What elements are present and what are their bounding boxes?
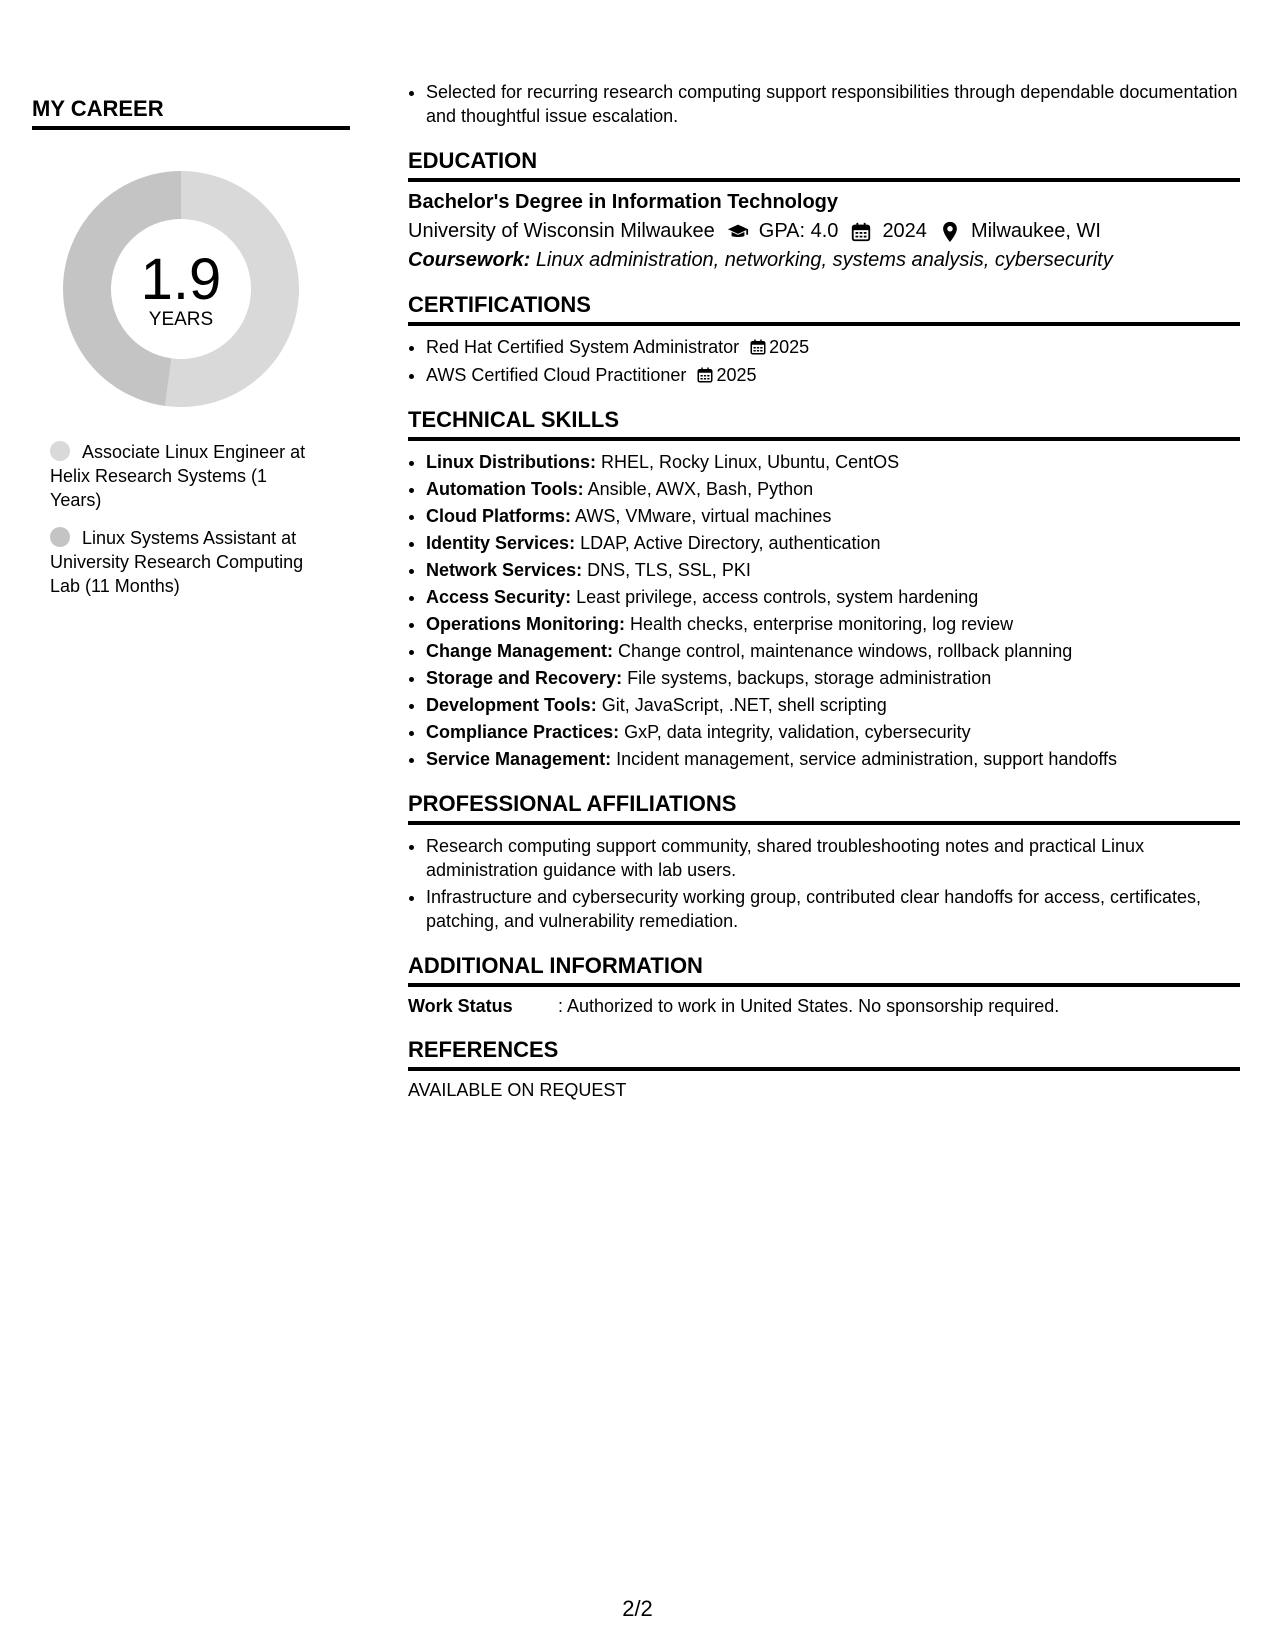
additional-heading: ADDITIONAL INFORMATION xyxy=(408,953,1240,987)
total-years-label: YEARS xyxy=(148,309,214,330)
skill-value: Change control, maintenance windows, rollback planning xyxy=(618,641,1073,661)
list-item xyxy=(426,747,1240,771)
education-details xyxy=(408,220,1240,243)
references-heading: REFERENCES xyxy=(408,1037,1240,1071)
skill-value: RHEL, Rocky Linux, Ubuntu, CentOS xyxy=(601,452,900,472)
list-item xyxy=(426,363,1240,387)
skill-value: DNS, TLS, SSL, PKI xyxy=(587,560,751,580)
list-item xyxy=(426,531,1240,555)
coursework-text: Linux administration, networking, systems analysis, cybersecurity xyxy=(535,249,1113,271)
experience-tail-list xyxy=(408,80,1240,128)
map-pin-icon xyxy=(939,221,961,243)
graduation-cap-icon xyxy=(727,221,749,243)
career-donut-chart xyxy=(56,164,306,414)
school-location: Milwaukee, WI xyxy=(970,220,1101,242)
legend-label: Associate Linux Engineer at Helix Research Systems (1 Years) xyxy=(50,442,306,510)
skill-label: Network Services: xyxy=(426,560,583,580)
list-item xyxy=(426,666,1240,690)
list-item: • Infrastructure and cybersecurity working group, contributed clear handoffs for access, certificates, patching, and vulnerability remediation. xyxy=(426,885,1240,933)
skill-value: File systems, backups, storage administration xyxy=(627,668,992,688)
skill-label: Compliance Practices: xyxy=(426,722,620,742)
skills-heading: TECHNICAL SKILLS xyxy=(408,407,1240,441)
donut-center xyxy=(56,164,306,414)
skill-label: Change Management: xyxy=(426,641,614,661)
list-item xyxy=(426,585,1240,609)
graduation-year: 2024 xyxy=(882,220,927,242)
calendar-icon xyxy=(696,366,714,384)
list-item xyxy=(426,612,1240,636)
list-item: • Selected for recurring research computing support responsibilities through dependable documentation and thoughtful issue escalation. xyxy=(426,80,1240,128)
skill-value: Git, JavaScript, .NET, shell scripting xyxy=(601,695,887,715)
legend-item xyxy=(50,526,320,598)
cert-name: AWS Certified Cloud Practitioner xyxy=(426,365,687,385)
skill-label: Linux Distributions: xyxy=(426,452,596,472)
calendar-icon xyxy=(850,221,872,243)
certifications-heading: CERTIFICATIONS xyxy=(408,292,1240,326)
list-item xyxy=(426,335,1240,359)
list-item xyxy=(426,693,1240,717)
skill-value: Least privilege, access controls, system hardening xyxy=(576,587,979,607)
legend-dot-icon xyxy=(50,527,70,547)
skill-label: Cloud Platforms: xyxy=(426,506,572,526)
list-item xyxy=(426,720,1240,744)
cert-year: 2025 xyxy=(769,337,810,357)
skill-label: Identity Services: xyxy=(426,533,576,553)
work-status-label: Work Status xyxy=(408,996,513,1016)
affiliations-heading: PROFESSIONAL AFFILIATIONS xyxy=(408,791,1240,825)
degree-title: Bachelor's Degree in Information Technology xyxy=(408,191,839,213)
total-years-value: 1.9 xyxy=(140,247,222,312)
list-item xyxy=(426,639,1240,663)
cert-name: Red Hat Certified System Administrator xyxy=(426,337,740,357)
references-text: AVAILABLE ON REQUEST xyxy=(408,1080,627,1100)
career-title: MY CAREER xyxy=(32,96,350,130)
legend-dot-icon xyxy=(50,441,70,461)
skill-label: Access Security: xyxy=(426,587,572,607)
skill-label: Automation Tools: xyxy=(426,479,584,499)
cert-year: 2025 xyxy=(716,365,757,385)
education-heading: EDUCATION xyxy=(408,148,1240,182)
coursework-label: Coursework: xyxy=(408,249,531,271)
legend-item xyxy=(50,440,320,512)
skill-value: Incident management, service administration, support handoffs xyxy=(616,749,1118,769)
list-item xyxy=(426,504,1240,528)
calendar-icon xyxy=(749,338,767,356)
career-legend xyxy=(32,440,350,598)
skills-list xyxy=(408,450,1240,771)
school-name: University of Wisconsin Milwaukee xyxy=(408,220,715,242)
skill-label: Operations Monitoring: xyxy=(426,614,625,634)
main-column xyxy=(408,80,1240,1101)
legend-label: Linux Systems Assistant at University Research Computing Lab (11 Months) xyxy=(50,528,304,596)
skill-label: Development Tools: xyxy=(426,695,597,715)
page-number: 2/2 xyxy=(622,1596,653,1621)
skill-value: LDAP, Active Directory, authentication xyxy=(580,533,881,553)
skill-label: Service Management: xyxy=(426,749,612,769)
affiliations-list xyxy=(408,834,1240,933)
coursework xyxy=(408,249,1240,272)
list-item xyxy=(426,477,1240,501)
career-sidebar xyxy=(32,96,350,612)
work-status-row xyxy=(408,996,1240,1017)
work-status-value: : Authorized to work in United States. No sponsorship required. xyxy=(558,996,1060,1016)
skill-label: Storage and Recovery: xyxy=(426,668,623,688)
list-item xyxy=(426,450,1240,474)
skill-value: GxP, data integrity, validation, cybersecurity xyxy=(624,722,971,742)
skill-value: Ansible, AWX, Bash, Python xyxy=(587,479,814,499)
gpa-value: GPA: 4.0 xyxy=(758,220,839,242)
skill-value: Health checks, enterprise monitoring, log review xyxy=(630,614,1014,634)
list-item xyxy=(426,558,1240,582)
certifications-list xyxy=(408,335,1240,387)
list-item: • Research computing support community, shared troubleshooting notes and practical Linux administration guidance with lab users. xyxy=(426,834,1240,882)
skill-value: AWS, VMware, virtual machines xyxy=(575,506,832,526)
